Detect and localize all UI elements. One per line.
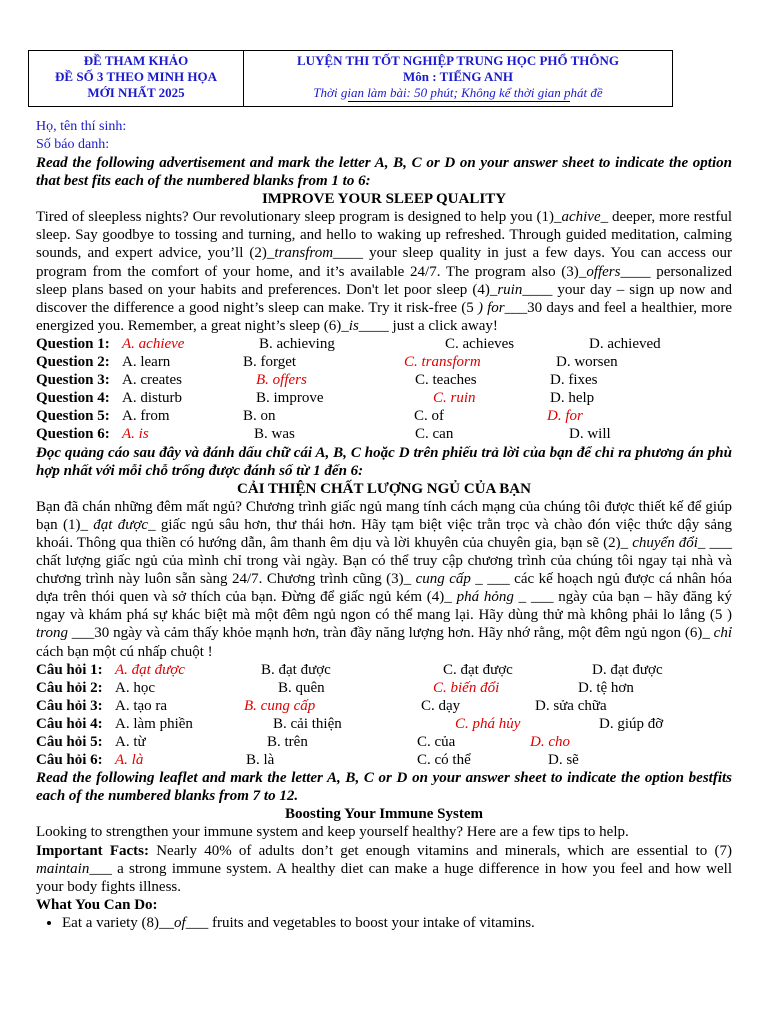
option-d[interactable]: D. cho: [530, 734, 570, 750]
exam-header: [28, 50, 673, 107]
option-c[interactable]: C. phá hủy: [455, 715, 521, 732]
section3-instruction: Read the following leaflet and mark the letter A, B, C or D on your answer sheet to indicate the option bestfits each of the numbered blanks from 7 to 12.: [36, 770, 732, 805]
option-d[interactable]: D. tệ hơn: [578, 679, 634, 696]
option-d[interactable]: D. help: [550, 390, 595, 407]
option-c[interactable]: C. đạt được: [443, 661, 513, 678]
option-a[interactable]: A. learn: [122, 354, 171, 371]
blank-8: of: [174, 914, 186, 931]
option-b[interactable]: B. đạt được: [261, 661, 331, 678]
section1-passage: Tired of sleepless nights? Our revolutionary sleep program is designed to help you (1)_achive_ deeper, more restful sleep. Say goodbye to tossing and turning, and hello to waking up refreshed. Through guided meditation, calming sounds, and expert advice, you’ll (2)_transfrom____ your sleep quality in just a few days. You can access our program from the comfort of your home, and it’s available 24/7. The program also (3)_offers____ personalized sleep plans based on your habits and preferences. Don't let poor sleep (4)_ruin____ your day – sign up now and discover the difference a good night’s sleep can make. Try it risk-free (5 ) for___30 days and feel a healthier, more energized you. Remember, a great night’s sleep (6)_is____ just a click away!: [36, 209, 733, 334]
option-b[interactable]: B. on: [243, 408, 276, 425]
section2-questions: [36, 661, 732, 770]
blank-1: _achive_: [553, 209, 609, 226]
header-underline: [348, 101, 570, 102]
option-b[interactable]: B. cải thiện: [273, 715, 342, 732]
section2-instruction: Đọc quảng cáo sau đây và đánh dấu chữ cái A, B, C hoặc D trên phiếu trả lời của bạn để chỉ ra phương án phù hợp nhất với mỗi chỗ trống được đánh số từ 1 đến 6:: [36, 444, 732, 479]
option-d[interactable]: D. achieved: [589, 335, 661, 352]
question-row: [36, 697, 732, 715]
question-row: [36, 715, 732, 733]
question-row: [36, 661, 732, 679]
option-d[interactable]: D. will: [569, 426, 611, 443]
question-label: Question 5:: [36, 408, 110, 425]
blank-5: ) for: [477, 299, 505, 316]
blank-3: _offers: [578, 263, 621, 280]
question-label: Question 3:: [36, 372, 110, 389]
question-label: Câu hỏi 5:: [36, 734, 103, 750]
exam-time: Thời gian làm bài: 50 phút; Không kể thời gian phát đề: [313, 85, 603, 100]
exam-title: LUYỆN THI TỐT NGHIỆP TRUNG HỌC PHỔ THÔNG: [296, 53, 620, 68]
option-a[interactable]: A. đạt được: [115, 661, 185, 678]
header-left-line-3: MỚI NHẤT 2025: [87, 85, 185, 100]
option-a[interactable]: A. achieve: [122, 335, 185, 352]
question-row: [36, 751, 732, 769]
vi-blank-5: trong: [36, 625, 68, 642]
header-left-line-2: ĐỀ SỐ 3 THEO MINH HỌA: [55, 69, 217, 84]
question-row: [36, 389, 732, 407]
option-d[interactable]: D. sửa chữa: [535, 697, 607, 714]
question-label: Question 6:: [36, 426, 110, 443]
question-label: Question 2:: [36, 354, 110, 371]
option-a[interactable]: A. làm phiền: [115, 715, 193, 732]
question-row: [36, 407, 732, 425]
question-row: [36, 335, 732, 353]
candidate-id-label: Số báo danh:: [36, 137, 110, 152]
option-a[interactable]: A. from: [122, 408, 170, 425]
option-c[interactable]: C. teaches: [415, 372, 477, 389]
option-a[interactable]: A. creates: [122, 372, 182, 389]
section2-passage: Bạn đã chán những đêm mất ngủ? Chương trình giấc ngủ mang tính cách mạng của chúng tôi được thiết kế để giúp bạn (1)_ đạt được_ giấc ngủ sâu hơn, thư thái hơn. Hãy tạm biệt việc trằn trọc và chào đón việc thức dậy sảng khoái. Thông qua thiền có hướng dẫn, âm thanh êm dịu và lời khuyên của chuyên gia, bạn sẽ (2)_ chuyển đổi_ ___ chất lượng giấc ngủ của mình chỉ trong vài ngày. Bạn có thể truy cập chương trình của chúng tôi ngay tại nhà và chương trình này luôn sẵn sàng 24/7. Chương trình cũng (3)_ cung cấp _ ___ các kế hoạch ngủ được cá nhân hóa dựa trên thói quen và sở thích của bạn. Đừng để giấc ngủ kém (4)_ phá hỏng _ ___ ngày của bạn – hãy đăng ký ngay và khám phá sự khác biệt mà một đêm ngủ ngon có thể mang lại. Hãy dùng thử mà không phải lo lắng (5 ) trong ___30 ngày và cảm thấy khỏe mạnh hơn, tràn đầy năng lượng hơn. Hãy nhớ rằng, một đêm ngủ ngon (6)_ chỉ cách bạn một cú nhấp chuột !: [36, 498, 733, 660]
section3-intro: Looking to strengthen your immune system and keep yourself healthy? Here are a few tips to help.: [36, 824, 629, 841]
section1-instruction: Read the following advertisement and mark the letter A, B, C or D on your answer sheet to indicate the option that best fits each of the numbered blanks from 1 to 6:: [36, 155, 732, 190]
vi-blank-3: _ cung cấp _: [403, 571, 483, 588]
option-d[interactable]: D. fixes: [550, 372, 598, 389]
option-a[interactable]: A. là: [115, 752, 144, 769]
question-row: [36, 371, 732, 389]
question-label: Câu hỏi 4:: [36, 715, 103, 732]
header-left-cell: [29, 51, 244, 107]
option-b[interactable]: B. was: [254, 426, 295, 443]
section1-title: IMPROVE YOUR SLEEP QUALITY: [261, 191, 507, 208]
option-a[interactable]: A. từ: [115, 734, 146, 750]
option-d[interactable]: D. sẽ: [548, 752, 579, 769]
list-item: • Eat a variety (8)__of___ fruits and vegetables to boost your intake of vitamins.: [62, 914, 732, 932]
section2-title: CẢI THIỆN CHẤT LƯỢNG NGỦ CỦA BẠN: [237, 480, 531, 497]
option-b[interactable]: B. là: [246, 752, 275, 769]
option-b[interactable]: B. quên: [278, 679, 325, 696]
option-c[interactable]: C. achieves: [445, 335, 515, 352]
option-c[interactable]: C. biến đổi: [433, 679, 500, 696]
option-d[interactable]: D. đạt được: [592, 661, 663, 678]
section3-title: Boosting Your Immune System: [285, 806, 483, 823]
blank-4: _ruin: [489, 281, 523, 298]
option-a[interactable]: A. tạo ra: [115, 697, 168, 714]
option-d[interactable]: D. worsen: [556, 354, 618, 371]
option-c[interactable]: C. of: [414, 408, 444, 425]
option-b[interactable]: B. forget: [243, 354, 297, 371]
option-b[interactable]: B. achieving: [259, 335, 335, 352]
section3-facts: Important Facts: Nearly 40% of adults don’t get enough vitamins and minerals, which are essential to (7) maintain___ a strong immune system. A healthy diet can make a huge difference in how you feel and how well your body fights illness.: [36, 842, 732, 895]
tips-list: [36, 914, 732, 932]
what-you-can-do-label: What You Can Do:: [36, 896, 158, 913]
question-label: Question 1:: [36, 335, 110, 352]
exam-subject: Môn : TIẾNG ANH: [403, 69, 513, 84]
question-row: [36, 679, 732, 697]
blank-2: _transfrom: [266, 245, 334, 262]
option-c[interactable]: C. có thể: [417, 752, 471, 769]
option-b[interactable]: B. trên: [267, 734, 308, 750]
vi-blank-4: _ phá hỏng _: [444, 589, 527, 606]
header-right-cell: [244, 51, 673, 107]
question-label: Câu hỏi 3:: [36, 697, 103, 714]
question-row: [36, 425, 732, 443]
question-row: [36, 353, 732, 371]
vi-blank-2: _ chuyển đổi_: [620, 534, 706, 551]
option-b[interactable]: B. improve: [256, 390, 324, 407]
option-d[interactable]: D. for: [547, 408, 583, 425]
option-c[interactable]: C. can: [415, 426, 454, 443]
option-c[interactable]: C. transform: [404, 354, 481, 371]
exam-body: [36, 118, 732, 932]
vi-blank-1: _ đạt được_: [80, 516, 156, 533]
blank-7: maintain: [36, 860, 90, 877]
option-b[interactable]: B. cung cấp: [244, 697, 316, 714]
option-c[interactable]: C. ruin: [433, 390, 476, 407]
option-a[interactable]: A. disturb: [122, 390, 182, 407]
question-label: Question 4:: [36, 390, 110, 407]
option-b[interactable]: B. offers: [256, 372, 307, 389]
candidate-name-label: Họ, tên thí sinh:: [36, 119, 127, 134]
question-label: Câu hỏi 2:: [36, 679, 103, 696]
option-c[interactable]: C. của: [417, 734, 456, 750]
option-a[interactable]: A. học: [115, 679, 155, 696]
option-d[interactable]: D. giúp đỡ: [599, 715, 664, 732]
vi-blank-6: _ chỉ: [702, 625, 732, 642]
section1-questions: [36, 335, 732, 444]
option-a[interactable]: A. is: [122, 426, 149, 443]
question-label: Câu hỏi 6:: [36, 752, 103, 769]
facts-label: Important Facts:: [36, 842, 150, 859]
blank-6: _is: [341, 317, 359, 334]
option-c[interactable]: C. dạy: [421, 697, 461, 714]
question-label: Câu hỏi 1:: [36, 661, 103, 678]
header-left-line-1: ĐỀ THAM KHẢO: [83, 53, 189, 68]
question-row: [36, 733, 732, 751]
